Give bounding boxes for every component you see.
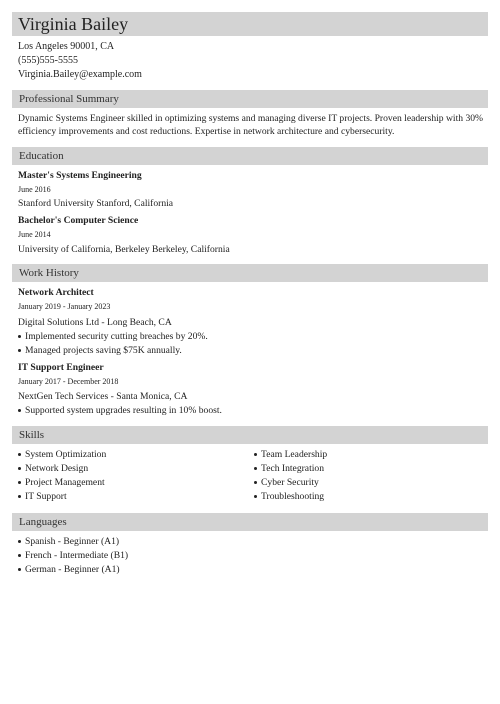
bullet-icon xyxy=(18,453,21,456)
section-header-education: Education xyxy=(12,147,488,165)
bullet-icon xyxy=(18,335,21,338)
list-item: Team Leadership xyxy=(254,448,327,462)
bullet-icon xyxy=(254,453,257,456)
section-header-languages: Languages xyxy=(12,513,488,531)
education-degree: Master's Systems Engineering xyxy=(18,170,142,181)
job-bullets xyxy=(18,404,222,418)
bullet-icon xyxy=(18,554,21,557)
job-company: Digital Solutions Ltd - Long Beach, CA xyxy=(18,317,172,328)
address: Los Angeles 90001, CA xyxy=(18,41,115,52)
bullet-icon xyxy=(254,481,257,484)
bullet-icon xyxy=(18,409,21,412)
list-item: System Optimization xyxy=(18,448,106,462)
section-header-summary: Professional Summary xyxy=(12,90,488,108)
list-item: Managed projects saving $75K annually. xyxy=(18,344,208,358)
summary-text: Dynamic Systems Engineer skilled in optimizing systems and managing diverse IT projects. Proven leadership with 30% efficiency improvements and cost reductions. Expertise in network architecture and cybersecurity. xyxy=(18,113,484,137)
job-bullets xyxy=(18,330,208,358)
bullet-icon xyxy=(18,540,21,543)
list-item: Network Design xyxy=(18,462,106,476)
bullet-icon xyxy=(18,349,21,352)
education-degree: Bachelor's Computer Science xyxy=(18,215,139,226)
list-item: Implemented security cutting breaches by 20%. xyxy=(18,330,208,344)
education-date: June 2016 xyxy=(18,185,51,194)
bullet-icon xyxy=(18,467,21,470)
email: Virginia.Bailey@example.com xyxy=(18,69,142,80)
list-item: Cyber Security xyxy=(254,476,327,490)
list-item: Supported system upgrades resulting in 10% boost. xyxy=(18,404,222,418)
list-item: Troubleshooting xyxy=(254,490,327,504)
contact-info xyxy=(18,40,142,82)
list-item: IT Support xyxy=(18,490,106,504)
bullet-icon xyxy=(18,481,21,484)
job-company: NextGen Tech Services - Santa Monica, CA xyxy=(18,391,188,402)
bullet-icon xyxy=(254,495,257,498)
list-item: Spanish - Beginner (A1) xyxy=(18,535,128,549)
bullet-icon xyxy=(254,467,257,470)
education-school: Stanford University Stanford, California xyxy=(18,198,174,209)
job-dates: January 2019 - January 2023 xyxy=(18,302,111,311)
candidate-name: Virginia Bailey xyxy=(12,12,488,36)
list-item: Tech Integration xyxy=(254,462,327,476)
bullet-icon xyxy=(18,568,21,571)
education-date: June 2014 xyxy=(18,230,51,239)
job-title: Network Architect xyxy=(18,287,94,298)
phone: (555)555-5555 xyxy=(18,55,78,66)
skills-list-left xyxy=(18,448,106,504)
languages-list xyxy=(18,535,128,577)
section-header-skills: Skills xyxy=(12,426,488,444)
section-header-work-history: Work History xyxy=(12,264,488,282)
job-title: IT Support Engineer xyxy=(18,362,104,373)
list-item: French - Intermediate (B1) xyxy=(18,549,128,563)
skills-list-right xyxy=(254,448,327,504)
list-item: Project Management xyxy=(18,476,106,490)
job-dates: January 2017 - December 2018 xyxy=(18,377,119,386)
education-school: University of California, Berkeley Berkeley, California xyxy=(18,244,230,255)
bullet-icon xyxy=(18,495,21,498)
list-item: German - Beginner (A1) xyxy=(18,563,128,577)
